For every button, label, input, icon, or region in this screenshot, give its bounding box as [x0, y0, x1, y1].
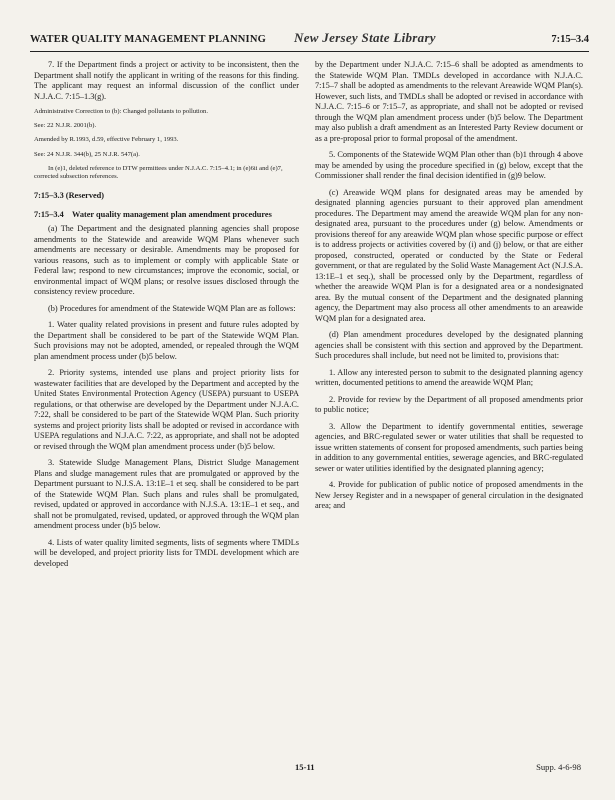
- source-notes: [34, 108, 299, 181]
- running-title: WATER QUALITY MANAGEMENT PLANNING: [30, 34, 266, 45]
- paragraph: 2. Provide for review by the Department of all proposed amendments prior to public notice;: [315, 394, 583, 414]
- left-column: [34, 60, 299, 575]
- source-note: See: 22 N.J.R. 2001(b).: [34, 122, 97, 130]
- header-rule: [30, 51, 589, 52]
- paragraph: 5. Components of the Statewide WQM Plan other than (b)1 through 4 above may be amended by using the procedure specified in (g) below, except that the Commissioner shall render the final decision identified in (g)9 below.: [315, 150, 583, 180]
- source-note: See: 24 N.J.R. 344(b), 25 N.J.R. 547(a).: [34, 150, 140, 158]
- paragraph: (c) Areawide WQM plans for designated areas may be amended by designated planning agencies pursuant to their approved plan amendment procedures. The Department may amend the areawide WQM plan for any non-designated area, pursuant to the procedures under (g) below. Amendments or provisions thereof for any areawide WQM plan whose specific purpose or effect is to address projects or activities covered by (i) and (j) below, or that are either proposed, constructed, operated or conducted by the State or Federal government, or that are regulated by the Solid Waste Management Act (N.J.S.A. 13:1E–1 et seq.), shall be processed only by the Department, regardless of whether the areawide WQM Plan is for a designated area or a nondesignated area. By the mutual consent of the Department and the designated planning agency, the Department may also process all other amendments to an areawide WQM plan for a designated area.: [315, 187, 583, 323]
- paragraph: (b) Procedures for amendment of the Statewide WQM Plan are as follows:: [48, 303, 296, 313]
- paragraph: 3. Statewide Sludge Management Plans, District Sludge Management Plans and sludge management rules that are promulgated or approved by the Department pursuant to N.J.S.A. 13:1E–1 et seq. shall be considered to be part of the Statewide WQM Plan. Such plans and rules shall be promulgated, revised, updated or approved in accordance with N.J.S.A. 13:1E–1 et seq., and shall not be promulgated, revised, updated, or approved through the WQM plan amendment process under (b)5 below.: [34, 458, 299, 531]
- paragraph: (a) The Department and the designated planning agencies shall propose amendments to the Statewide and areawide WQM Plans whenever such amendments are necessary or desirable. Amendments may be proposed for various reasons, such as to implement or comply with applicable State or Federal law; respond to new circumstances; improve the economic, social, or environmental impact of WQM plans; or resolve issues disclosed through the consistency review procedure.: [34, 224, 299, 297]
- source-note: In (e)1, deleted reference to DTW permittees under N.J.A.C. 7:15–4.1; in (e)6ii and (e)7, corrected subsection references.: [34, 164, 283, 181]
- paragraph: 3. Allow the Department to identify governmental entities, sewerage agencies, and BRC-regulated sewer or water utilities that shall be requested to issue written statements of consent for proposed amendments, such parties being in addition to any governmental entities, sewerage agencies, and BRC-regulated sewer or water utilities identified by the designated planning agency;: [315, 421, 583, 473]
- paragraph: 4. Provide for publication of public notice of proposed amendments in the New Jersey Register and in a newspaper of general circulation in the designated area; and: [315, 480, 583, 510]
- paragraph: 2. Priority systems, intended use plans and project priority lists for wastewater facilities that are developed by the Department and accepted by the United States Environmental Protection Agency (USEPA) pursuant to USEPA regulations, or that otherwise are developed by the Department under N.J.A.C. 7:22, shall be considered to be part of the Statewide WQM Plan. Such priority systems and project priority lists shall be adopted or revised in accordance with USEPA regulations and N.J.A.C. 7:22, as appropriate, and shall not be adopted or revised through the WQM plan amendment process under (b)5 below.: [34, 368, 299, 451]
- paragraph: by the Department under N.J.A.C. 7:15–6 shall be adopted as amendments to the Statewide WQM Plan. TMDLs developed in accordance with N.J.A.C. 7:15–7 shall be adopted as amendments to the relevant Areawide WQM Plan(s). However, such lists, and TMDLs shall be adopted or revised in accordance with N.J.A.C. 7:15–6 or 7:15–7, as appropriate, and shall not be adopted or revised through the WQM plan amendment process under (b)5 below. The Department may also publish a draft amendment as an Interested Party Review document or as a pre-proposal prior to formal proposal of the amendment.: [315, 60, 583, 143]
- page-header: [30, 30, 589, 50]
- source-note: Amended by R.1993, d.59, effective February 1, 1993.: [34, 136, 179, 144]
- section-heading: [34, 210, 299, 221]
- section-number: 7:15–3.4: [34, 209, 64, 219]
- paragraph: 1. Allow any interested person to submit to the designated planning agency written, documented petitions to amend the areawide WQM Plan;: [315, 367, 583, 387]
- library-stamp: New Jersey State Library: [294, 30, 436, 45]
- section-title: Water quality management plan amendment procedures: [72, 209, 272, 219]
- section-range: 7:15–3.4: [551, 34, 589, 45]
- paragraph: (d) Plan amendment procedures developed by the designated planning agencies shall be consistent with this section and approved by the Department. Such procedures shall include, but need not be limited to, provisions that:: [315, 330, 583, 360]
- supplement-date: Supp. 4-6-98: [536, 762, 581, 772]
- paragraph: 4. Lists of water quality limited segments, lists of segments where TMDLs will be developed, and project priority lists for TMDL development which are developed: [34, 537, 299, 568]
- page-number: 15-11: [295, 762, 315, 772]
- paragraph: 7. If the Department finds a project or activity to be inconsistent, then the Department shall notify the applicant in writing of the reasons for this finding. The applicant may request an informal discussion of the conflict under N.J.A.C. 7:15–1.3(g).: [34, 60, 299, 101]
- section-heading-reserved: 7:15–3.3 (Reserved): [34, 191, 105, 201]
- paragraph: 1. Water quality related provisions in present and future rules adopted by the Department shall be considered to be part of the Statewide WQM Plan. Such provisions may not be adopted, amended, or repealed through the WQM plan amendment process under (b)5 below.: [34, 320, 299, 361]
- right-column: [315, 60, 583, 518]
- source-note: Administrative Correction to (b): Changed pollutants to pollution.: [34, 108, 208, 115]
